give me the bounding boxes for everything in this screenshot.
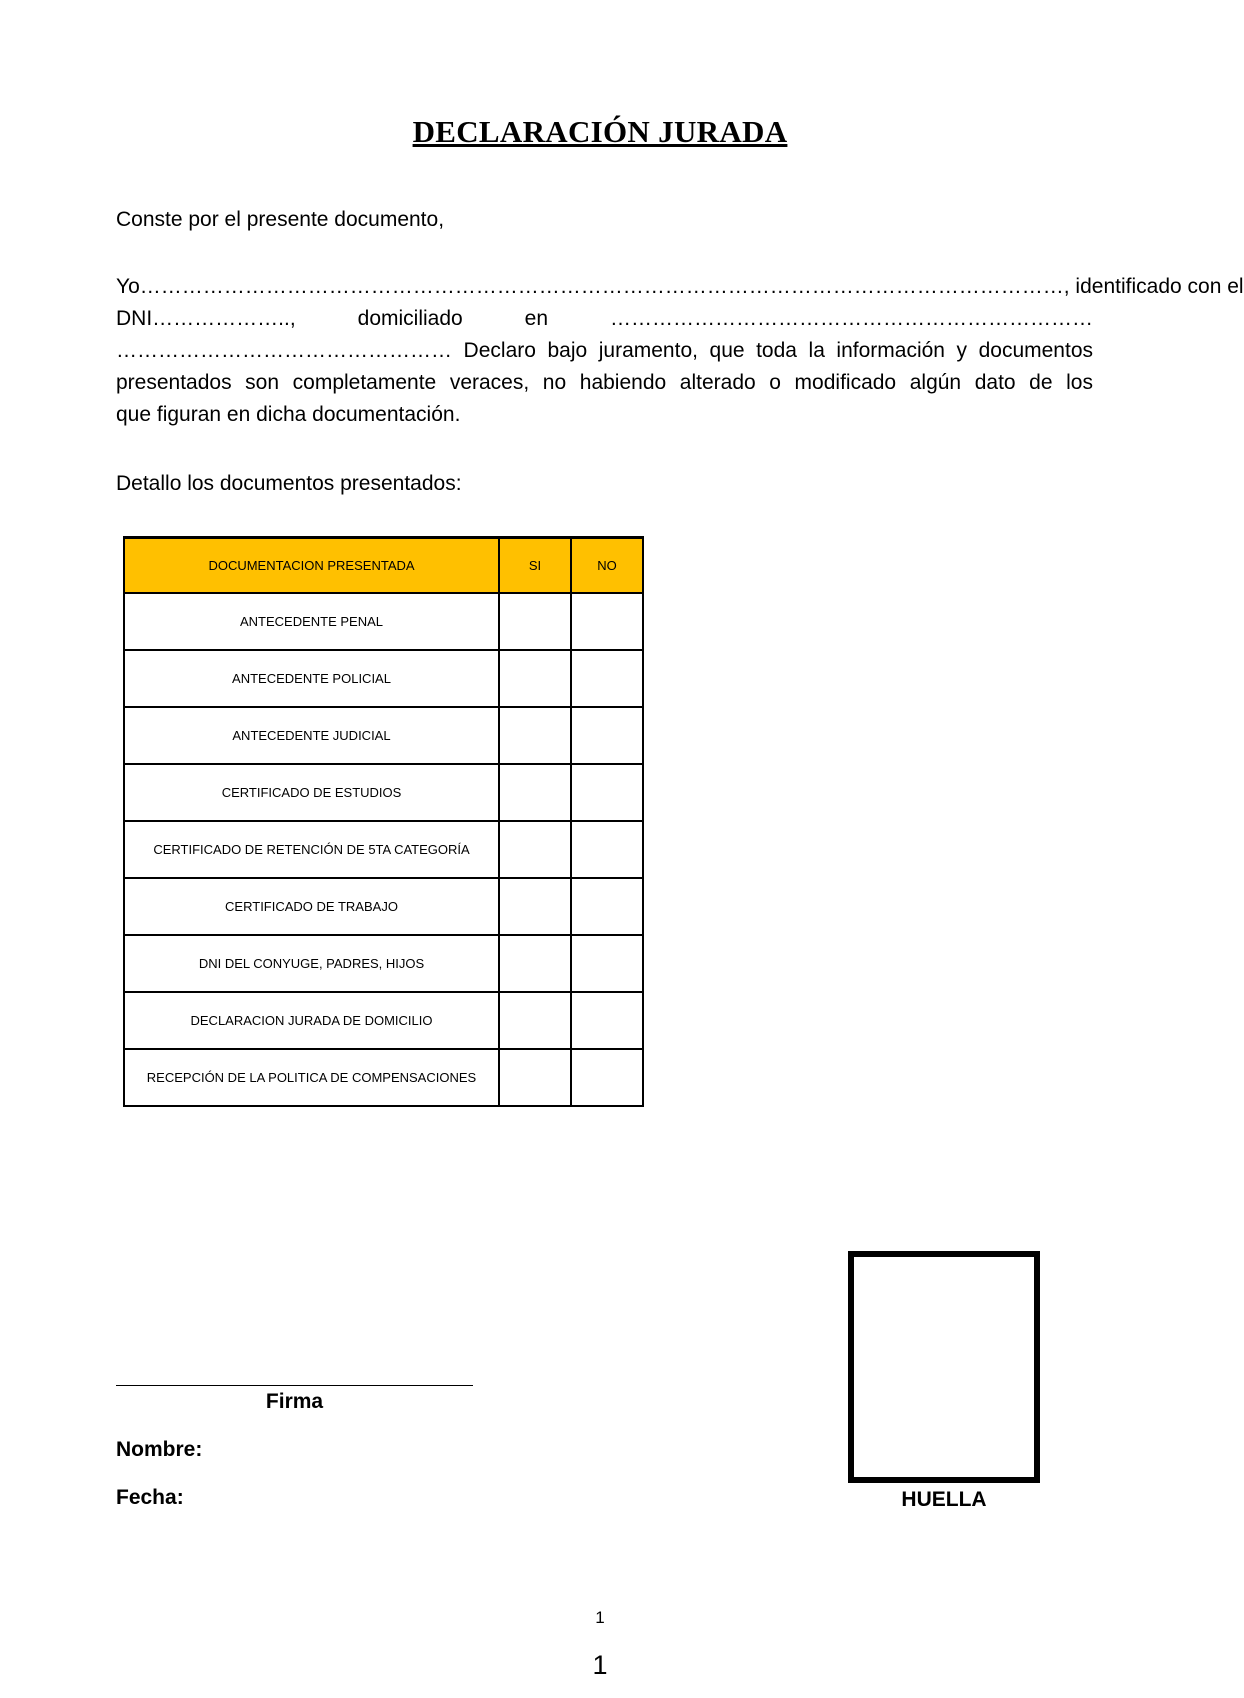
table-row — [124, 821, 643, 878]
document-name-cell: ANTECEDENTE POLICIAL — [124, 650, 499, 707]
details-intro: Detallo los documentos presentados: — [116, 472, 462, 495]
table-row — [124, 764, 643, 821]
si-checkbox-cell[interactable] — [499, 593, 571, 650]
intro-text: Conste por el presente documento, — [116, 208, 445, 231]
no-checkbox-cell[interactable] — [571, 878, 643, 935]
name-blank: Yo…………………………………………………………………………………………………………………… — [116, 275, 1064, 298]
no-checkbox-cell[interactable] — [571, 821, 643, 878]
huella-label: HUELLA — [901, 1488, 987, 1511]
page-number-small: 1 — [595, 1608, 605, 1627]
no-checkbox-cell[interactable] — [571, 593, 643, 650]
si-checkbox-cell[interactable] — [499, 992, 571, 1049]
no-checkbox-cell[interactable] — [571, 1049, 643, 1106]
si-checkbox-cell[interactable] — [499, 650, 571, 707]
document-name-cell: CERTIFICADO DE RETENCIÓN DE 5TA CATEGORÍA — [124, 821, 499, 878]
header-si: SI — [499, 538, 571, 594]
no-checkbox-cell[interactable] — [571, 764, 643, 821]
en-text: en — [524, 307, 549, 330]
dni-blank: DNI……………….., — [116, 307, 296, 330]
table-row — [124, 878, 643, 935]
documents-table — [123, 536, 644, 1107]
document-title: DECLARACIÓN JURADA — [412, 114, 788, 149]
fingerprint-box[interactable] — [848, 1251, 1040, 1483]
body-line-4: presentados son completamente veraces, no habiendo alterado o modificado algún dato de los — [116, 371, 1093, 394]
document-name-cell: RECEPCIÓN DE LA POLITICA DE COMPENSACIONES — [124, 1049, 499, 1106]
no-checkbox-cell[interactable] — [571, 650, 643, 707]
table-row — [124, 650, 643, 707]
no-checkbox-cell[interactable] — [571, 707, 643, 764]
si-checkbox-cell[interactable] — [499, 935, 571, 992]
address-blank: …………………………………………………………… — [610, 307, 1093, 330]
no-checkbox-cell[interactable] — [571, 935, 643, 992]
document-name-cell: ANTECEDENTE PENAL — [124, 593, 499, 650]
si-checkbox-cell[interactable] — [499, 707, 571, 764]
signature-line[interactable] — [116, 1385, 473, 1386]
table-row — [124, 992, 643, 1049]
document-name-cell: DNI DEL CONYUGE, PADRES, HIJOS — [124, 935, 499, 992]
document-name-cell: DECLARACION JURADA DE DOMICILIO — [124, 992, 499, 1049]
document-name-cell: CERTIFICADO DE TRABAJO — [124, 878, 499, 935]
table-row — [124, 707, 643, 764]
document-name-cell: CERTIFICADO DE ESTUDIOS — [124, 764, 499, 821]
nombre-label: Nombre: — [116, 1438, 203, 1461]
table-row — [124, 935, 643, 992]
table-row — [124, 593, 643, 650]
fecha-label: Fecha: — [116, 1486, 184, 1509]
si-checkbox-cell[interactable] — [499, 878, 571, 935]
header-documentation: DOCUMENTACION PRESENTADA — [124, 538, 499, 594]
body-line-3: ………………………………………… Declaro bajo juramento, que toda la información y documentos — [116, 339, 1093, 362]
si-checkbox-cell[interactable] — [499, 821, 571, 878]
body-line-5: que figuran en dicha documentación. — [116, 403, 461, 426]
si-checkbox-cell[interactable] — [499, 1049, 571, 1106]
table-header-row — [124, 538, 643, 594]
document-name-cell: ANTECEDENTE JUDICIAL — [124, 707, 499, 764]
page-number-large: 1 — [592, 1650, 608, 1680]
si-checkbox-cell[interactable] — [499, 764, 571, 821]
header-no: NO — [571, 538, 643, 594]
body-line-1 — [116, 271, 1244, 303]
body-line-2 — [116, 303, 1093, 335]
no-checkbox-cell[interactable] — [571, 992, 643, 1049]
identified-text: , identificado con el — [1063, 275, 1244, 298]
table-row — [124, 1049, 643, 1106]
domiciliado-text: domiciliado — [357, 307, 463, 330]
declaration-body — [116, 271, 1244, 431]
firma-label: Firma — [265, 1390, 324, 1413]
